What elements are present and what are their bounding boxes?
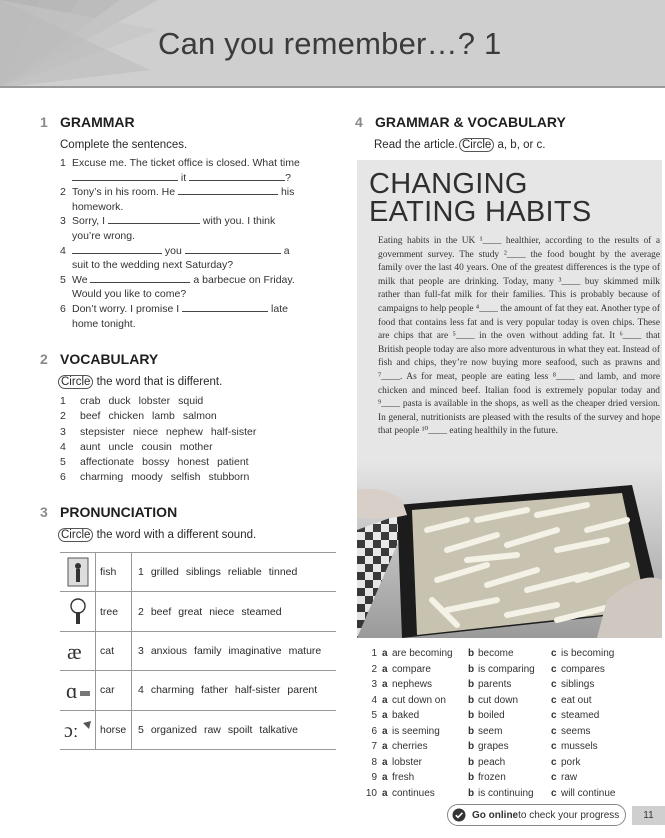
list-item: 4 aunt uncle cousin mother (60, 440, 264, 455)
option-row (362, 646, 615, 662)
key-word: fish (96, 553, 132, 592)
option-b[interactable]: cut down (478, 694, 519, 706)
vocabulary-heading: 2 VOCABULARY (40, 351, 159, 367)
list-item: 4 you a (60, 244, 290, 257)
answer-blank[interactable] (182, 302, 268, 312)
vocab-word[interactable]: cousin (141, 440, 172, 453)
grammar-instruction: Complete the sentences. (60, 139, 188, 151)
option-c[interactable]: eat out (561, 694, 592, 706)
option-c[interactable]: seems (561, 725, 591, 737)
page-number: 11 (632, 806, 665, 825)
header-divider (0, 86, 665, 88)
pronunciation-table (60, 552, 336, 750)
vocab-word[interactable]: mother (179, 440, 213, 453)
svg-text:æ: æ (66, 638, 82, 664)
option-letter: c (551, 694, 557, 706)
list-item: 3 stepsister niece nephew half-sister (60, 425, 264, 440)
check-circle-icon (452, 808, 466, 822)
option-row (362, 739, 615, 755)
option-number: 3 (371, 679, 377, 691)
option-row (362, 708, 615, 724)
pron-word[interactable]: niece (209, 605, 235, 618)
vocab-word[interactable]: affectionate (80, 456, 135, 469)
option-letter: c (551, 741, 557, 753)
answer-options (362, 646, 615, 801)
option-b[interactable]: parents (478, 679, 512, 691)
option-number: 6 (371, 725, 377, 737)
option-letter: b (468, 725, 475, 737)
option-c[interactable]: raw (561, 772, 578, 784)
pron-word[interactable]: reliable (227, 566, 262, 579)
option-c[interactable]: mussels (561, 741, 598, 753)
pron-word[interactable]: organized (150, 723, 197, 736)
option-row (362, 677, 615, 693)
vocab-word[interactable]: crab (80, 395, 101, 407)
option-letter: b (468, 648, 475, 660)
vocab-word[interactable]: stepsister (80, 425, 125, 438)
option-number: 8 (371, 756, 377, 768)
list-item: you’re wrong. (72, 229, 136, 242)
grammar-list (60, 156, 335, 331)
pron-word[interactable]: tinned (268, 566, 298, 579)
option-letter: b (468, 756, 475, 768)
option-row (362, 786, 615, 802)
pron-word[interactable]: parent (287, 684, 318, 697)
article-body: Eating habits in the UK ¹____ healthier, according to the results of a government survey. The study ²____ the food bought by the average family over the last 40 years. One of the greatest differences is the type of milk that people are drinking. Today, many ³____ buy skimmed milk rather than full-fat milk for their families. This is probably because of campaigns to help people ⁴____ the amount of fat they eat. Another type of food that contains less fat and is very popular today is oven chips. These are chips that are ⁵____ in the oven without adding fat. It ⁶____ that British people today are also more adventurous in what they eat. Instead of fish and chips, they’re now buying more seafood, such as prawns and ⁷____. As for meat, people are eating less ⁸____ and lamb, and more chicken and minced beef. Italian food is extremely popular today and ⁹____ pasta is available in the shops, as well as the cheaper dried version. In general, nutritionists are pleased with the results of the survey and hope that people ¹⁰____ eating healthily in the future. (378, 236, 660, 437)
list-item: 2 beef chicken lamb salmon (60, 409, 264, 424)
table-row (60, 632, 336, 671)
option-letter: a (382, 694, 388, 706)
option-letter: a (382, 787, 388, 799)
option-c[interactable]: siblings (561, 679, 595, 691)
car-icon (60, 671, 96, 710)
pron-word[interactable]: great (178, 605, 203, 618)
vocab-word[interactable]: aunt (80, 440, 101, 453)
pronunciation-instruction: Circle the word with a different sound. (60, 528, 256, 542)
option-number: 9 (371, 772, 377, 784)
answer-blank[interactable] (90, 273, 190, 283)
list-item: 5 affectionate bossy honest patient (60, 455, 264, 470)
pron-word[interactable]: beef (150, 605, 172, 618)
grammar-vocab-instruction: Read the article. Circle a, b, or c. (374, 139, 546, 151)
key-word: horse (96, 710, 132, 749)
pron-word[interactable]: anxious (150, 644, 188, 657)
list-item: it ? (60, 171, 335, 186)
option-a[interactable]: are becoming (392, 648, 453, 660)
list-item: 6 Don’t worry. I promise I late (60, 302, 288, 315)
vocab-word[interactable]: honest (177, 456, 210, 469)
option-letter: c (551, 679, 557, 691)
page-header (0, 0, 665, 88)
option-letter: b (468, 787, 475, 799)
option-letter: c (551, 648, 557, 660)
option-b[interactable]: grapes (478, 741, 509, 753)
pron-word[interactable]: raw (203, 723, 221, 736)
option-letter: c (551, 772, 557, 784)
option-b[interactable]: is comparing (478, 663, 535, 675)
answer-blank[interactable] (108, 214, 200, 224)
key-word: car (96, 671, 132, 710)
option-row (362, 755, 615, 771)
option-letter: c (551, 710, 557, 722)
vocab-word[interactable]: stubborn (208, 471, 250, 484)
vocab-word[interactable]: lamb (152, 410, 175, 423)
vocab-word[interactable]: chicken (108, 410, 145, 423)
option-letter: c (551, 725, 557, 737)
option-c[interactable]: steamed (561, 710, 600, 722)
option-c[interactable]: is becoming (561, 648, 615, 660)
horse-icon (60, 710, 96, 749)
option-letter: c (551, 663, 557, 675)
word-list: 4 charming father half-sister parent (138, 684, 318, 697)
option-number: 7 (371, 741, 377, 753)
option-a[interactable]: is seeming (392, 725, 440, 737)
table-row (60, 711, 336, 750)
option-number: 1 (371, 648, 377, 660)
option-letter: b (468, 710, 475, 722)
cat-icon (60, 631, 96, 670)
pron-word[interactable]: charming (150, 684, 195, 697)
option-b[interactable]: is continuing (478, 787, 534, 799)
option-number: 4 (371, 694, 377, 706)
vocab-word[interactable]: niece (132, 425, 159, 438)
pron-word[interactable]: mature (288, 644, 322, 657)
list-item: suit to the wedding next Saturday? (72, 259, 234, 272)
option-letter: a (382, 741, 388, 753)
option-a[interactable]: fresh (392, 772, 415, 784)
article-title: CHANGING EATING HABITS (369, 168, 592, 228)
vocabulary-instruction: Circle the word that is different. (60, 375, 222, 389)
list-item: 5 We a barbecue on Friday. (60, 273, 295, 286)
option-letter: b (468, 663, 475, 675)
list-item: 6 charming moody selfish stubborn (60, 470, 264, 485)
vocab-word[interactable]: uncle (108, 440, 134, 453)
answer-blank[interactable] (189, 171, 285, 181)
option-b[interactable]: peach (478, 756, 506, 768)
option-a[interactable]: baked (392, 710, 420, 722)
vocab-word[interactable]: lobster (138, 395, 171, 407)
option-letter: a (382, 679, 388, 691)
table-row (60, 553, 336, 592)
option-letter: c (551, 756, 557, 768)
option-row (362, 724, 615, 740)
fish-icon (60, 553, 96, 592)
option-number: 5 (371, 710, 377, 722)
option-b[interactable]: seem (478, 725, 503, 737)
pron-word[interactable]: spoilt (227, 723, 253, 736)
option-a[interactable]: compare (392, 663, 431, 675)
vocab-word[interactable]: bossy (142, 456, 170, 469)
list-item: homework. (72, 200, 124, 213)
option-letter: a (382, 725, 388, 737)
pron-word[interactable]: half-sister (234, 684, 281, 697)
option-a[interactable]: cut down on (392, 694, 446, 706)
article-panel (357, 160, 662, 638)
option-c[interactable]: compares (561, 663, 605, 675)
pron-word[interactable]: grilled (150, 566, 179, 579)
answer-blank[interactable] (72, 171, 178, 181)
option-letter: b (468, 772, 475, 784)
tree-icon (60, 592, 96, 631)
pronunciation-heading: 3 PRONUNCIATION (40, 504, 178, 520)
list-item: 1 crab duck lobster squid (60, 394, 264, 409)
word-list: 3 anxious family imaginative mature (138, 644, 322, 657)
option-letter: b (468, 694, 475, 706)
list-item: 3 Sorry, I with you. I think (60, 215, 276, 228)
option-a[interactable]: cherries (392, 741, 428, 753)
vocab-word[interactable]: beef (80, 410, 101, 423)
pron-word[interactable]: siblings (185, 566, 221, 579)
grammar-vocab-heading: 4 GRAMMAR & VOCABULARY (355, 114, 566, 130)
key-word: tree (96, 592, 132, 631)
table-row (60, 671, 336, 710)
pron-word[interactable]: imaginative (228, 644, 282, 657)
svg-text:ɔː: ɔː (63, 719, 78, 742)
option-row (362, 770, 615, 786)
vocab-word[interactable]: selfish (170, 471, 201, 484)
option-number: 2 (371, 663, 377, 675)
option-row (362, 662, 615, 678)
option-a[interactable]: continues (392, 787, 435, 799)
vocab-word[interactable]: half-sister (210, 425, 257, 438)
option-b[interactable]: boiled (478, 710, 505, 722)
option-b[interactable]: frozen (478, 772, 506, 784)
vocab-word[interactable]: squid (178, 395, 204, 407)
word-list: 1 grilled siblings reliable tinned (138, 566, 298, 579)
answer-blank[interactable] (185, 244, 281, 254)
list-item: home tonight. (72, 317, 136, 330)
option-letter: a (382, 663, 388, 675)
option-letter: a (382, 756, 388, 768)
vocab-word[interactable]: patient (217, 456, 249, 469)
option-number: 10 (365, 787, 377, 799)
chips-photo (357, 460, 662, 638)
answer-blank[interactable] (72, 244, 162, 254)
option-letter: a (382, 710, 388, 722)
go-online-button[interactable]: Go online to check your progress (447, 804, 626, 826)
option-letter: a (382, 772, 388, 784)
option-a[interactable]: nephews (392, 679, 433, 691)
option-letter: b (468, 679, 475, 691)
option-c[interactable]: will continue (561, 787, 616, 799)
vocab-word[interactable]: salmon (182, 410, 217, 423)
option-letter: a (382, 648, 388, 660)
svg-text:ɑ: ɑ (65, 678, 78, 704)
word-list: 2 beef great niece steamed (138, 605, 282, 618)
word-list: 5 organized raw spoilt talkative (138, 723, 298, 736)
list-item: Would you like to come? (72, 288, 187, 301)
pron-word[interactable]: talkative (259, 723, 298, 736)
pron-word[interactable]: family (194, 644, 222, 657)
vocabulary-list (60, 394, 264, 486)
grammar-heading: 1 GRAMMAR (40, 114, 135, 130)
vocab-word[interactable]: charming (80, 471, 124, 484)
key-word: cat (96, 631, 132, 670)
answer-blank[interactable] (178, 185, 278, 195)
pron-word[interactable]: father (201, 684, 228, 697)
vocab-word[interactable]: moody (131, 471, 163, 484)
option-row (362, 693, 615, 709)
option-letter: b (468, 741, 475, 753)
option-a[interactable]: lobster (392, 756, 423, 768)
vocab-word[interactable]: duck (108, 395, 131, 407)
option-c[interactable]: pork (561, 756, 581, 768)
option-b[interactable]: become (478, 648, 514, 660)
page-title: Can you remember…? 1 (158, 26, 502, 61)
table-row (60, 592, 336, 631)
option-letter: c (551, 787, 557, 799)
list-item: 1 Excuse me. The ticket office is closed. What time (60, 157, 300, 169)
pron-word[interactable]: steamed (241, 605, 282, 618)
header-fan-graphic (0, 0, 160, 88)
vocab-word[interactable]: nephew (166, 425, 203, 438)
list-item: 2 Tony’s in his room. He his (60, 186, 295, 199)
